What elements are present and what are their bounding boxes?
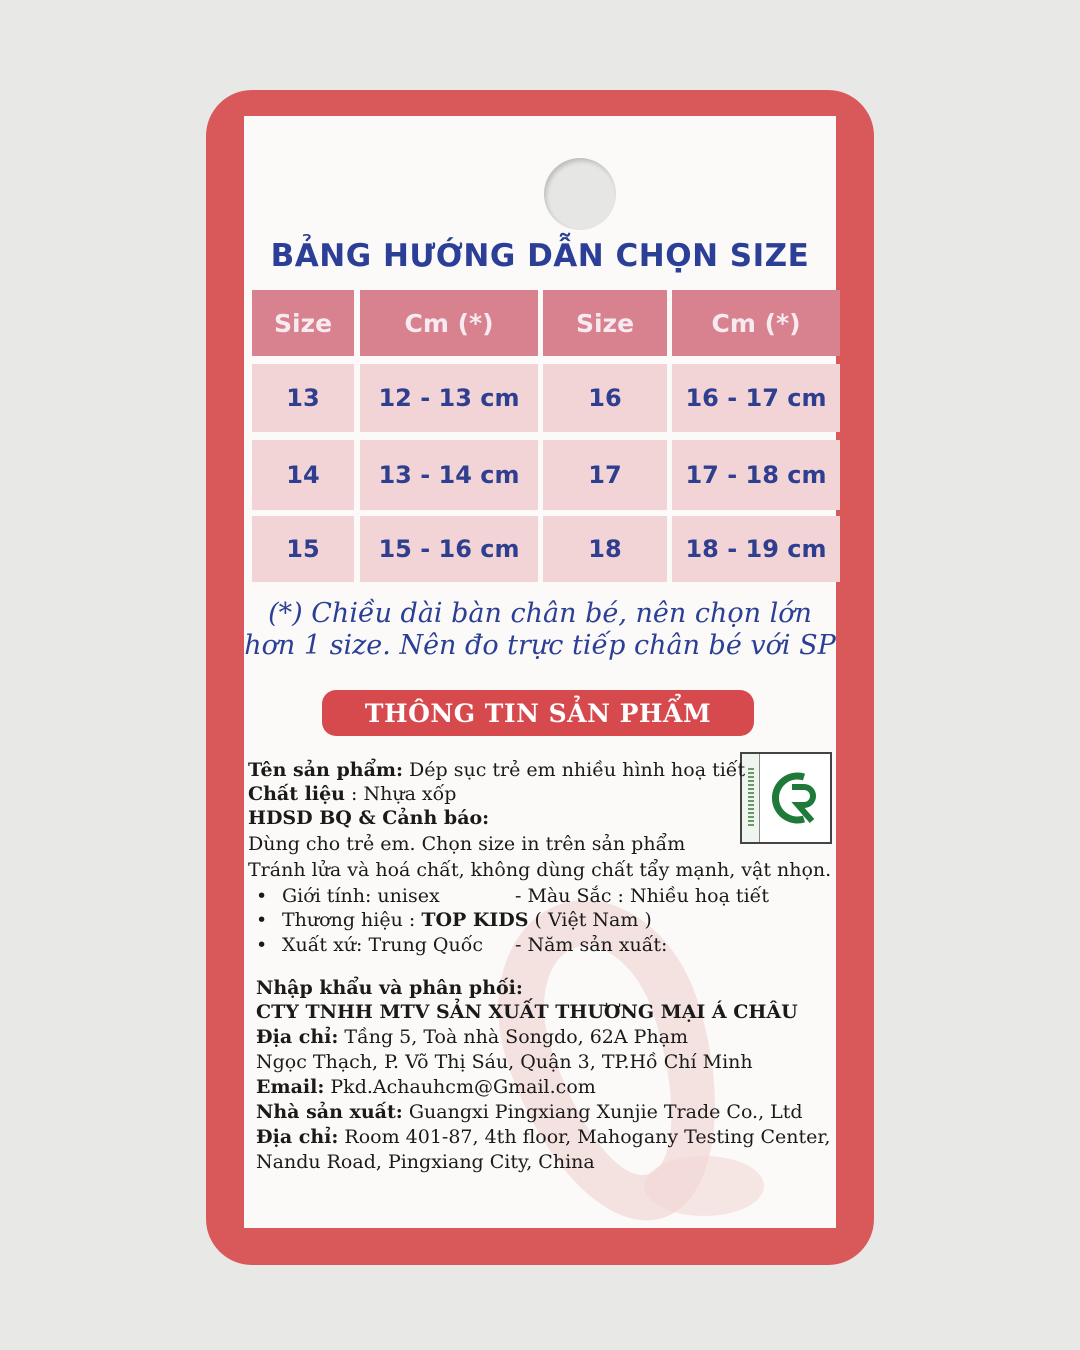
- table-cell: 12 - 13 cm: [360, 364, 538, 432]
- cr-conformity-mark-icon: [740, 752, 832, 844]
- brand-name: TOP KIDS: [421, 909, 529, 931]
- manufacturer-address-line: Nandu Road, Pingxiang City, China: [256, 1151, 595, 1173]
- table-cell: 18: [543, 516, 667, 582]
- address-line: [256, 1025, 688, 1049]
- table-cell: 15: [252, 516, 354, 582]
- note-line: hơn 1 size. Nên đo trực tiếp chân bé với SP: [244, 630, 836, 661]
- table-header: Cm (*): [360, 290, 538, 356]
- address-value: Tầng 5, Toà nhà Songdo, 62A Phạm: [338, 1026, 689, 1048]
- manufacturer-label: Nhà sản xuất:: [256, 1101, 403, 1123]
- product-info-banner: THÔNG TIN SẢN PHẨM: [322, 690, 754, 736]
- brand-country: ( Việt Nam ): [528, 909, 652, 931]
- usage-line: Tránh lửa và hoá chất, không dùng chất tẩy mạnh, vật nhọn.: [248, 859, 832, 881]
- importer-company-line: [256, 1000, 798, 1024]
- manufacturer-value: Guangxi Pingxiang Xunjie Trade Co., Ltd: [402, 1101, 803, 1123]
- table-header: Size: [252, 290, 354, 356]
- brand-line: [282, 908, 652, 932]
- watermark-shape: [644, 1156, 764, 1216]
- table-cell: 17: [543, 440, 667, 510]
- address-label: Địa chỉ:: [256, 1026, 339, 1048]
- bullet-icon: •: [256, 885, 268, 907]
- material-value: : Nhựa xốp: [344, 783, 457, 805]
- table-header: Cm (*): [672, 290, 840, 356]
- table-cell: 13 - 14 cm: [360, 440, 538, 510]
- table-cell: 17 - 18 cm: [672, 440, 840, 510]
- usage-label: HDSD BQ & Cảnh báo:: [248, 807, 490, 829]
- address-line: Ngọc Thạch, P. Võ Thị Sáu, Quận 3, TP.Hồ Chí Minh: [256, 1051, 753, 1073]
- bullet-icon: •: [256, 934, 268, 956]
- email-value: Pkd.Achauhcm@Gmail.com: [324, 1076, 596, 1098]
- brand-label: Thương hiệu :: [282, 909, 422, 931]
- table-cell: 18 - 19 cm: [672, 516, 840, 582]
- manufacturer-line: [256, 1100, 803, 1124]
- size-guide-title: BẢNG HƯỚNG DẪN CHỌN SIZE: [270, 238, 810, 274]
- table-cell: 15 - 16 cm: [360, 516, 538, 582]
- usage-line: Dùng cho trẻ em. Chọn size in trên sản phẩm: [248, 833, 686, 855]
- product-name-value: Dép sục trẻ em nhiều hình hoạ tiết: [403, 759, 746, 781]
- importer-company: CTY TNHH MTV SẢN XUẤT THƯƠNG MẠI Á CHÂU: [256, 1001, 798, 1023]
- material-label: Chất liệu: [248, 783, 345, 805]
- bullet-icon: •: [256, 909, 268, 931]
- importer-label-line: [256, 976, 523, 1000]
- manufacturer-address-label: Địa chỉ:: [256, 1126, 339, 1148]
- manufacturer-address-value: Room 401-87, 4th floor, Mahogany Testing Center,: [338, 1126, 831, 1148]
- manufacturer-address-line: [256, 1125, 830, 1149]
- table-cell: 16 - 17 cm: [672, 364, 840, 432]
- product-name-label: Tên sản phẩm:: [248, 759, 403, 781]
- table-cell: 14: [252, 440, 354, 510]
- hang-hole: [544, 158, 616, 230]
- usage-label-line: [248, 806, 489, 830]
- table-header: Size: [543, 290, 667, 356]
- importer-label: Nhập khẩu và phân phối:: [256, 977, 523, 999]
- material-line: [248, 782, 456, 806]
- gender-text: Giới tính: unisex: [282, 885, 440, 907]
- email-line: [256, 1075, 596, 1099]
- table-cell: 13: [252, 364, 354, 432]
- origin-text: Xuất xứ: Trung Quốc: [282, 934, 483, 956]
- color-text: - Màu Sắc : Nhiều hoạ tiết: [515, 885, 769, 907]
- product-name-line: [248, 758, 745, 782]
- year-text: - Năm sản xuất:: [515, 934, 668, 956]
- table-cell: 16: [543, 364, 667, 432]
- note-line: (*) Chiều dài bàn chân bé, nên chọn lớn: [268, 598, 812, 629]
- size-guide-note: [0, 598, 1080, 662]
- email-label: Email:: [256, 1076, 325, 1098]
